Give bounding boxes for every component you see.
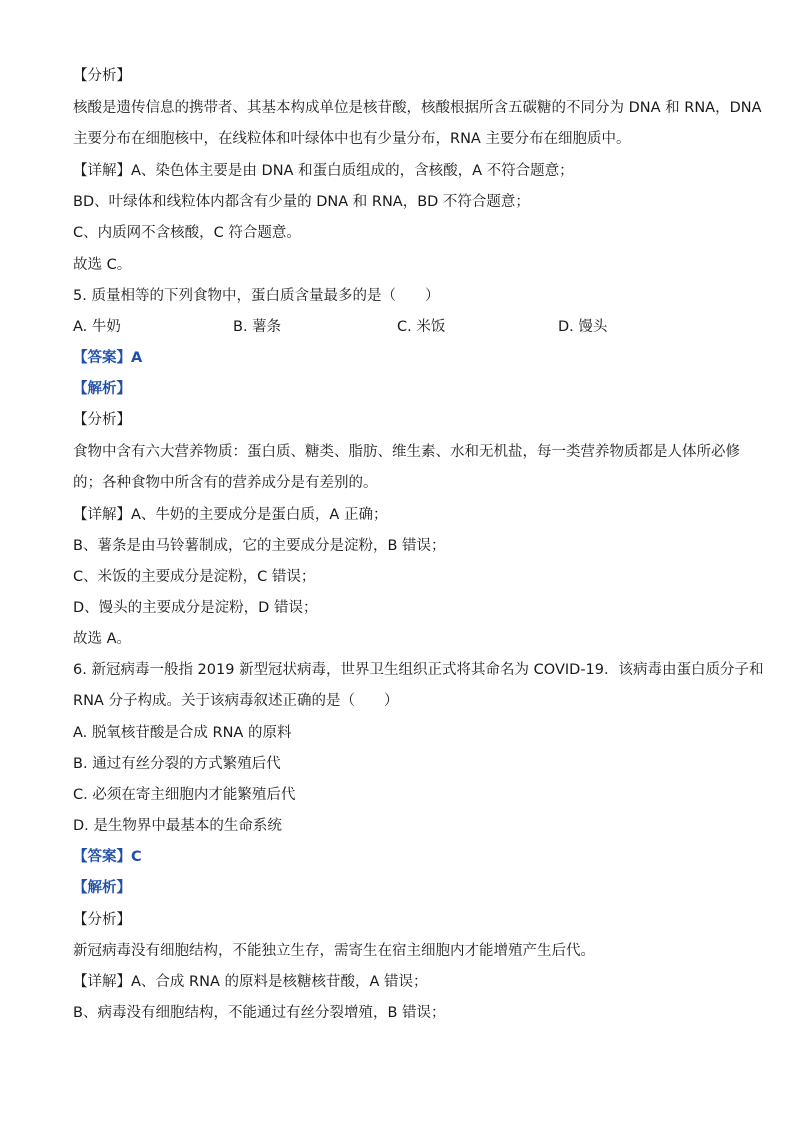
detail-heading: 【详解】 [73, 163, 131, 179]
detail-heading: 【详解】 [73, 507, 131, 523]
question-stem: 5. 质量相等的下列食物中，蛋白质含量最多的是（ ） [73, 288, 440, 304]
answer-line [73, 348, 733, 368]
analysis-heading: 【分析】 [73, 412, 131, 428]
analysis-text: 的；各种食物中所含有的营养成分是有差别的。 [73, 475, 378, 491]
detail-heading: 【详解】 [73, 974, 131, 990]
option-c: C. 必须在寄主细胞内才能繁殖后代 [73, 787, 296, 803]
option-b: B. 薯条 [233, 319, 282, 335]
detail-text: B、薯条是由马铃薯制成，它的主要成分是淀粉，B 错误； [73, 538, 446, 554]
analysis-text: 食物中含有六大营养物质：蛋白质、糖类、脂肪、维生素、水和无机盐，每一类营养物质都是人体所必修 [73, 444, 740, 460]
detail-text: A、染色体主要是由 DNA 和蛋白质组成的，含核酸，A 不符合题意； [131, 163, 574, 179]
option-b: B. 通过有丝分裂的方式繁殖后代 [73, 756, 281, 772]
analysis-text: 主要分布在细胞核中，在线粒体和叶绿体中也有少量分布，RNA 主要分布在细胞质中。 [73, 131, 631, 147]
answer-value: A [131, 350, 143, 366]
conclusion: 故选 A。 [73, 631, 132, 647]
answer-heading: 【答案】 [73, 350, 131, 366]
detail-text: A、合成 RNA 的原料是核糖核苷酸，A 错误； [131, 974, 428, 990]
option-d: D. 馒头 [558, 319, 608, 335]
detail-text: C、米饭的主要成分是淀粉，C 错误； [73, 569, 316, 585]
detail-text: D、馒头的主要成分是淀粉，D 错误； [73, 600, 318, 616]
answer-heading: 【答案】 [73, 849, 131, 865]
question-stem: RNA 分子构成。关于该病毒叙述正确的是（ ） [73, 693, 399, 709]
option-a: A. 牛奶 [73, 319, 121, 335]
explanation-heading: 【解析】 [73, 381, 131, 397]
detail-text: A、牛奶的主要成分是蛋白质，A 正确； [131, 507, 388, 523]
analysis-heading: 【分析】 [73, 912, 131, 928]
conclusion: 故选 C。 [73, 257, 132, 273]
analysis-text: 新冠病毒没有细胞结构，不能独立生存，需寄生在宿主细胞内才能增殖产生后代。 [73, 943, 595, 959]
answer-value: C [131, 849, 142, 865]
detail-line [73, 161, 733, 181]
explanation-heading: 【解析】 [73, 880, 131, 896]
answer-line [73, 847, 733, 867]
question-stem: 6. 新冠病毒一般指 2019 新型冠状病毒，世界卫生组织正式将其命名为 COVID-19．该病毒由蛋白质分子和 [73, 662, 764, 678]
detail-line [73, 972, 733, 992]
detail-text: B、病毒没有细胞结构，不能通过有丝分裂增殖，B 错误； [73, 1005, 446, 1021]
analysis-text: 核酸是遗传信息的携带者、其基本构成单位是核苷酸，核酸根据所含五碳糖的不同分为 DNA 和 RNA，DNA [73, 100, 762, 116]
option-d: D. 是生物界中最基本的生命系统 [73, 818, 282, 834]
detail-text: BD、叶绿体和线粒体内都含有少量的 DNA 和 RNA，BD 不符合题意； [73, 194, 530, 210]
detail-text: C、内质网不含核酸，C 符合题意。 [73, 225, 301, 241]
option-a: A. 脱氧核苷酸是合成 RNA 的原料 [73, 725, 292, 741]
analysis-heading: 【分析】 [73, 68, 131, 84]
detail-line [73, 505, 733, 525]
option-c: C. 米饭 [397, 319, 446, 335]
